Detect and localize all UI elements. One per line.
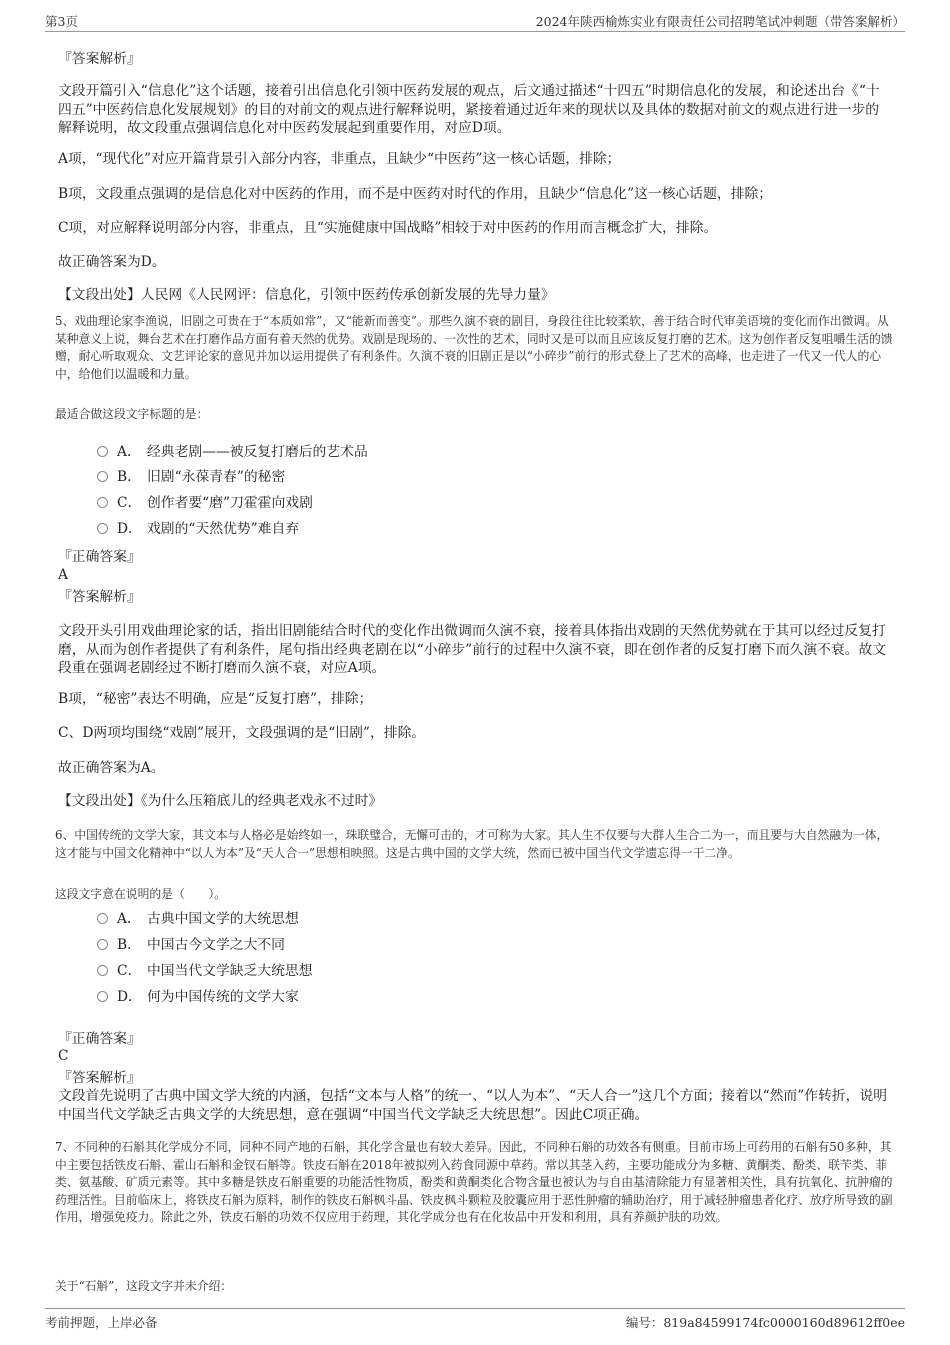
q6-answer: C: [58, 1048, 69, 1064]
q5-option-a[interactable]: A． 经典老剧——被反复打磨后的艺术品: [97, 443, 368, 461]
q6-option-c[interactable]: C． 中国当代文学缺乏大统思想: [97, 962, 313, 980]
q4-analysis-para: 文段开篇引入“信息化”这个话题，接着引出信息化引领中医药发展的观点，后文通过描述“十四五”时期信息化的发展，和论述出台《“十四五”中医药信息化发展规划》的目的对前文的观点进行解释说明，紧接着通过近年来的现状以及具体的数据对前文的观点进行进一步的解释说明，故文段重点强调信息化对中医药发展起到重要作用，对应D项。: [58, 83, 880, 136]
header-divider: [45, 31, 905, 32]
q5-conclusion: 故正确答案为A。: [58, 760, 165, 776]
q7-stem: 7、不同种的石斛其化学成分不同，同种不同产地的石斛，其化学含量也有较大差异。因此，不同种石斛的功效各有侧重。目前市场上可药用的石斛有50多种，其中主要包括铁皮石斛、霍山石斛和金钗石斛等。铁皮石斛在2018年被拟列入药食同源中草药。常以其茎入药，主要功能成分为多糖、黄酮类、酚类、联苄类、菲类、氨基酸、矿质元素等。其中多糖是铁皮石斛重要的功能活性物质，酚类和黄酮类化合物含量也被认为与自由基清除能力有显著相关性，具有抗氧化、抗肿瘤的药理活性。目前临床上，将铁皮石斛为原料，制作的铁皮石斛枫斗晶、铁皮枫斗颗粒及胶囊应用于恶性肿瘤的辅助治疗，用于减轻肿瘤患者化疗、放疗所导致的副作用，增强免疫力。除此之外，铁皮石斛的功效不仅应用于药理，其化学成分也有在化妆品中开发和利用，具有养颜护肤的功效。: [55, 1140, 893, 1224]
q5-stem: 5、戏曲理论家李渔说，旧剧之可贵在于“本质如常”，又“能新而善变”。那些久演不衰的剧目，身段往往比较柔软，善于结合时代审美语境的变化而作出微调。从某种意义上说，舞台艺术在打磨作品方面有着天然的优势。戏剧是现场的、一次性的艺术，同时又是可以而且应该反复打磨的艺术。这为创作者反复咀嚼生活的馈赠，耐心听取观众、文艺评论家的意见并加以运用提供了有利条件。久演不衰的旧剧正是以“小碎步”前行的形式登上了艺术的高峰，也走进了一代又一代人的心中，给他们以温暖和力量。: [55, 314, 893, 381]
radio-icon[interactable]: [97, 939, 108, 950]
radio-icon[interactable]: [97, 471, 108, 482]
q6-analysis-para: 文段首先说明了古典中国文学大统的内涵，包括“文本与人格”的统一、“以人为本”、“天人合一”这几个方面；接着以“然而”作转折，说明中国当代文学缺乏古典文学的大统思想，意在强调“中国当代文学缺乏大统思想”。因此C项正确。: [58, 1088, 888, 1123]
q5-option-b-analysis: B项，“秘密”表达不明确，应是“反复打磨”，排除；: [58, 691, 373, 707]
page-number: 第3页: [45, 14, 78, 29]
q6-option-a[interactable]: A． 古典中国文学的大统思想: [97, 910, 299, 928]
q6-stem: 6、中国传统的文学大家，其文本与人格必是始终如一，珠联璧合，无懈可击的，才可称为大家。其人生不仅要与大群人生合二为一，而且要与大自然融为一体，这才能与中国文化精神中“以人为本”及“天人合一”思想相映照。这是古典中国的文学大统，然而已被中国当代文学遗忘得一干二净。: [55, 828, 889, 860]
q4-option-c-analysis: C项，对应解释说明部分内容，非重点，且“实施健康中国战略”相较于对中医药的作用而言概念扩大，排除。: [58, 220, 718, 236]
q4-option-a-analysis: A项，“现代化”对应开篇背景引入部分内容，非重点，且缺少“中医药”这一核心话题，排除；: [58, 151, 621, 167]
q6-option-b[interactable]: B． 中国古今文学之大不同: [97, 936, 285, 954]
radio-icon[interactable]: [97, 991, 108, 1002]
document-title: 2024年陕西榆炼实业有限责任公司招聘笔试冲刺题（带答案解析）: [535, 14, 905, 29]
q5-answer: A: [58, 567, 68, 583]
q6-option-d[interactable]: D． 何为中国传统的文学大家: [97, 988, 299, 1006]
q5-analysis-label: 『答案解析』: [58, 589, 141, 605]
radio-icon[interactable]: [97, 523, 108, 534]
q4-source: 【文段出处】人民网《人民网评：信息化，引领中医药传承创新发展的先导力量》: [58, 287, 555, 303]
q5-option-c[interactable]: C． 创作者要“磨”刀霍霍向戏剧: [97, 494, 313, 512]
radio-icon[interactable]: [97, 913, 108, 924]
q5-source: 【文段出处】《为什么压箱底儿的经典老戏永不过时》: [58, 793, 383, 809]
q4-analysis-label: 『答案解析』: [58, 51, 141, 67]
q5-prompt: 最适合做这段文字标题的是：: [55, 407, 209, 421]
q6-prompt: 这段文字意在说明的是（ ）。: [55, 887, 227, 901]
q6-answer-label: 『正确答案』: [58, 1031, 141, 1047]
radio-icon[interactable]: [97, 497, 108, 508]
page-header: [45, 12, 905, 32]
q5-answer-label: 『正确答案』: [58, 549, 141, 565]
q6-analysis-label: 『答案解析』: [58, 1070, 141, 1086]
q5-analysis-para: 文段开头引用戏曲理论家的话，指出旧剧能结合时代的变化作出微调而久演不衰，接着具体指出戏剧的天然优势就在于其可以经过反复打磨，从而为创作者提供了有利条件，尾句指出经典老剧在以“小碎步”前行的过程中久演不衰，即在创作者的反复打磨下而久演不衰。故文段重在强调老剧经过不断打磨而久演不衰，对应A项。: [58, 623, 887, 676]
q5-option-cd-analysis: C、D两项均围绕“戏剧”展开，文段强调的是“旧剧”，排除。: [58, 725, 426, 741]
footer-slogan: 考前押题，上岸必备: [45, 1315, 158, 1330]
radio-icon[interactable]: [97, 965, 108, 976]
q4-conclusion: 故正确答案为D。: [58, 254, 166, 270]
q5-option-d[interactable]: D． 戏剧的“天然优势”难自弃: [97, 520, 299, 538]
q7-prompt: 关于“石斛”，这段文字并未介绍：: [55, 1279, 233, 1293]
q5-option-b[interactable]: B． 旧剧“永葆青春”的秘密: [97, 468, 285, 486]
footer-divider: [45, 1308, 905, 1309]
footer-serial: 编号：819a84599174fc0000160d89612ff0ee: [625, 1315, 905, 1330]
radio-icon[interactable]: [97, 446, 108, 457]
q4-option-b-analysis: B项，文段重点强调的是信息化对中医药的作用，而不是中医药对时代的作用，且缺少“信息化”这一核心话题，排除；: [58, 186, 773, 202]
